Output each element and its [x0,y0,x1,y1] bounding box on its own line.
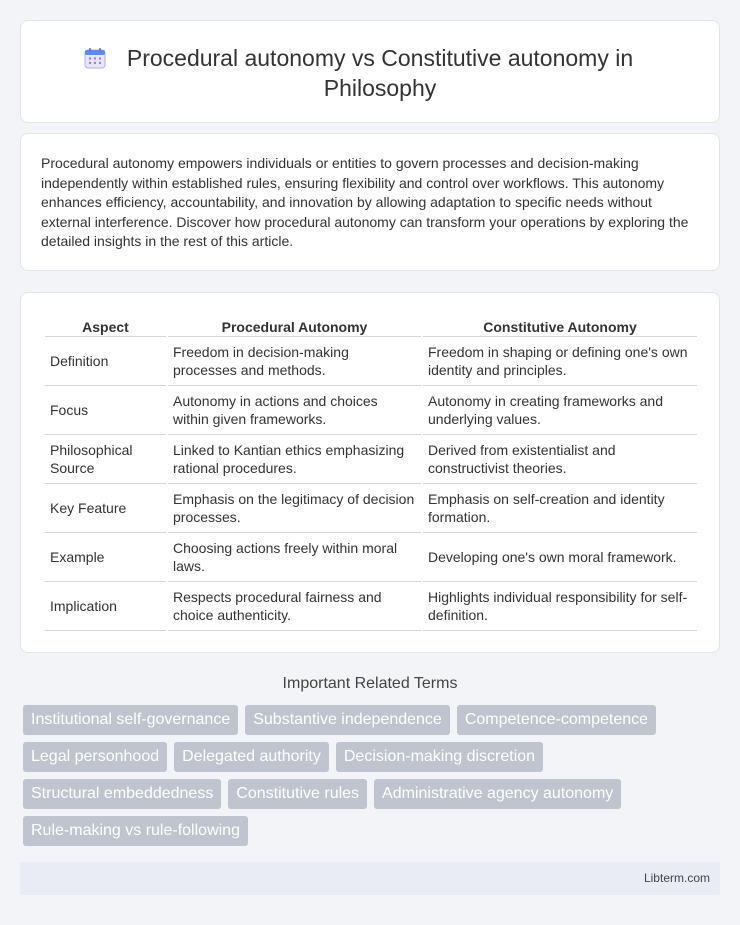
tag-row [23,742,723,772]
header-aspect: Aspect [45,315,166,337]
cell-constitutive: Emphasis on self-creation and identity formation. [423,484,697,533]
cell-aspect: Implication [45,582,166,631]
cell-aspect: Philosophical Source [45,435,166,484]
related-term-tag[interactable]: Delegated authority [174,742,329,772]
related-terms-heading: Important Related Terms [282,675,458,692]
title-card [20,20,720,123]
cell-constitutive: Autonomy in creating frameworks and underlying values. [423,386,697,435]
cell-procedural: Linked to Kantian ethics emphasizing rational procedures. [168,435,421,484]
related-terms-list [23,705,723,853]
related-term-tag[interactable]: Institutional self-governance [23,705,238,735]
related-term-tag[interactable]: Legal personhood [23,742,167,772]
table-row [45,484,697,533]
related-term-tag[interactable]: Competence-competence [457,705,656,735]
tag-row [23,779,723,809]
related-term-tag[interactable]: Substantive independence [245,705,450,735]
table-row [45,533,697,582]
cell-procedural: Autonomy in actions and choices within given frameworks. [168,386,421,435]
header-procedural: Procedural Autonomy [168,315,421,337]
cell-procedural: Emphasis on the legitimacy of decision processes. [168,484,421,533]
cell-aspect: Focus [45,386,166,435]
cell-procedural: Respects procedural fairness and choice authenticity. [168,582,421,631]
table-header-row [45,315,697,337]
related-term-tag[interactable]: Structural embeddedness [23,779,221,809]
cell-procedural: Choosing actions freely within moral laws. [168,533,421,582]
footer-site-link[interactable]: Libterm.com [643,871,710,885]
intro-card [20,133,720,271]
page-title: Procedural autonomy vs Constitutive autonomy in Philosophy [126,45,634,101]
related-term-tag[interactable]: Decision-making discretion [336,742,543,772]
related-term-tag[interactable]: Constitutive rules [228,779,367,809]
footer [20,862,720,895]
table-row [45,386,697,435]
table-row [45,337,697,386]
related-term-tag[interactable]: Administrative agency autonomy [374,779,621,809]
tag-row [23,816,723,846]
related-term-tag[interactable]: Rule-making vs rule-following [23,816,248,846]
cell-aspect: Key Feature [45,484,166,533]
cell-aspect: Definition [45,337,166,386]
comparison-card [20,292,720,653]
tag-row [23,705,723,735]
cell-constitutive: Developing one's own moral framework. [423,533,697,582]
table-row [45,435,697,484]
cell-procedural: Freedom in decision-making processes and methods. [168,337,421,386]
table-row [45,582,697,631]
cell-constitutive: Highlights individual responsibility for self-definition. [423,582,697,631]
cell-constitutive: Derived from existentialist and constructivist theories. [423,435,697,484]
intro-paragraph: Procedural autonomy empowers individuals or entities to govern processes and decision-making independently within established rules, ensuring flexibility and control over workflows. This autonomy enhances efficiency, accountability, and innovation by allowing adaptation to specific needs without external interference. Discover how procedural autonomy can transform your operations by exploring the detailed insights in the rest of this article. [41,155,689,250]
cell-aspect: Example [45,533,166,582]
cell-constitutive: Freedom in shaping or defining one's own identity and principles. [423,337,697,386]
header-constitutive: Constitutive Autonomy [423,315,697,337]
comparison-table [43,315,699,631]
